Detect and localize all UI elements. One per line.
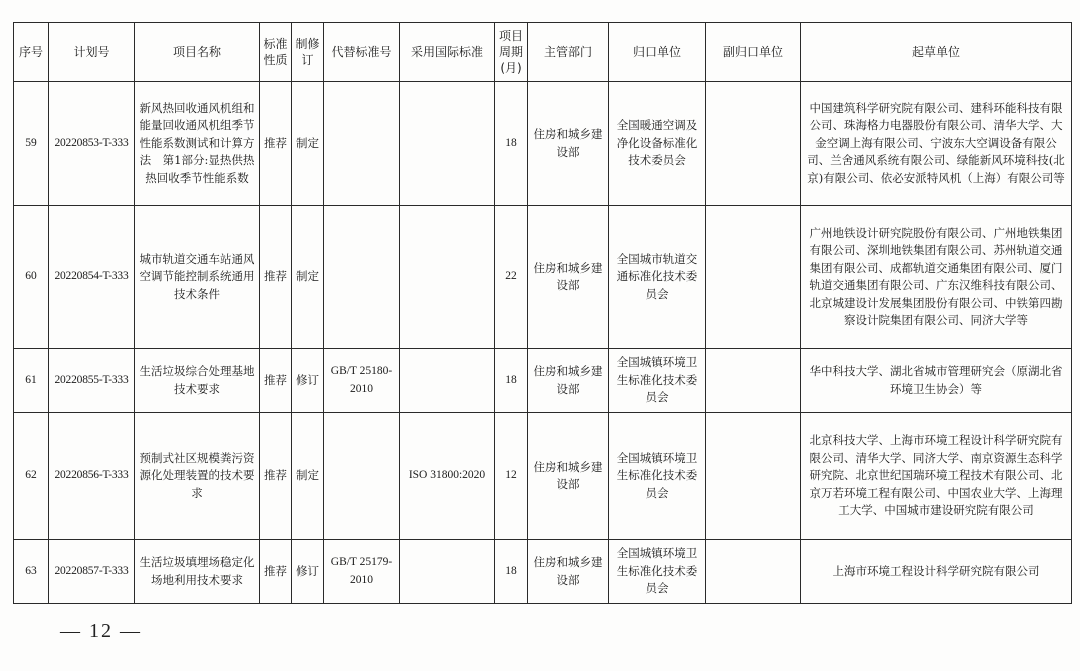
table-header-row <box>14 23 1072 82</box>
cell-replace: GB/T 25179-2010 <box>324 540 400 604</box>
header-type: 制修订 <box>292 23 324 82</box>
cell-intl <box>400 82 495 206</box>
header-plan-no: 计划号 <box>49 23 135 82</box>
cell-unit: 全国暖通空调及净化设备标准化技术委员会 <box>609 82 706 206</box>
standards-plan-table <box>13 22 1072 604</box>
header-intl: 采用国际标准 <box>400 23 495 82</box>
cell-dept: 住房和城乡建设部 <box>528 349 609 413</box>
cell-sub-unit <box>706 540 801 604</box>
cell-drafter: 华中科技大学、湖北省城市管理研究会（原湖北省环境卫生协会）等 <box>801 349 1072 413</box>
header-replace: 代替标准号 <box>324 23 400 82</box>
cell-nature: 推荐 <box>260 349 292 413</box>
cell-sub-unit <box>706 349 801 413</box>
cell-drafter: 上海市环境工程设计科学研究院有限公司 <box>801 540 1072 604</box>
table-row <box>14 206 1072 349</box>
cell-sub-unit <box>706 413 801 540</box>
header-nature: 标准性质 <box>260 23 292 82</box>
cell-type: 制定 <box>292 206 324 349</box>
cell-plan-no: 20220856-T-333 <box>49 413 135 540</box>
cell-name: 生活垃圾综合处理基地技术要求 <box>135 349 260 413</box>
header-unit: 归口单位 <box>609 23 706 82</box>
table-row <box>14 413 1072 540</box>
table-row <box>14 540 1072 604</box>
cell-replace: GB/T 25180-2010 <box>324 349 400 413</box>
cell-period: 22 <box>495 206 528 349</box>
cell-drafter: 广州地铁设计研究院股份有限公司、广州地铁集团有限公司、深圳地铁集团有限公司、苏州轨道交通集团有限公司、成都轨道交通集团有限公司、厦门轨道交通集团有限公司、广东汉维科技有限公司、北京城建设计发展集团股份有限公司、中铁第四勘察设计院集团有限公司、同济大学等 <box>801 206 1072 349</box>
cell-dept: 住房和城乡建设部 <box>528 540 609 604</box>
cell-period: 18 <box>495 82 528 206</box>
cell-drafter: 中国建筑科学研究院有限公司、建科环能科技有限公司、珠海格力电器股份有限公司、清华大学、大金空调上海有限公司、宁波东大空调设备有限公司、兰舍通风系统有限公司、绿能新风环境科技(北京)有限公司、依必安派特风机（上海）有限公司等 <box>801 82 1072 206</box>
header-drafter: 起草单位 <box>801 23 1072 82</box>
table-row <box>14 82 1072 206</box>
cell-intl <box>400 540 495 604</box>
cell-dept: 住房和城乡建设部 <box>528 82 609 206</box>
table-row <box>14 349 1072 413</box>
cell-seq: 59 <box>14 82 49 206</box>
cell-plan-no: 20220855-T-333 <box>49 349 135 413</box>
cell-unit: 全国城镇环境卫生标准化技术委员会 <box>609 413 706 540</box>
cell-dept: 住房和城乡建设部 <box>528 206 609 349</box>
cell-type: 制定 <box>292 82 324 206</box>
cell-seq: 63 <box>14 540 49 604</box>
cell-sub-unit <box>706 206 801 349</box>
cell-period: 18 <box>495 349 528 413</box>
cell-seq: 61 <box>14 349 49 413</box>
cell-period: 18 <box>495 540 528 604</box>
header-name: 项目名称 <box>135 23 260 82</box>
cell-nature: 推荐 <box>260 540 292 604</box>
cell-type: 修订 <box>292 540 324 604</box>
cell-replace <box>324 413 400 540</box>
cell-intl <box>400 206 495 349</box>
cell-nature: 推荐 <box>260 206 292 349</box>
cell-drafter: 北京科技大学、上海市环境工程设计科学研究院有限公司、清华大学、同济大学、南京资源生态科学研究院、北京世纪国瑞环境工程技术有限公司、北京万若环境工程有限公司、中国农业大学、上海理工大学、中国城市建设研究院有限公司 <box>801 413 1072 540</box>
cell-nature: 推荐 <box>260 82 292 206</box>
cell-sub-unit <box>706 82 801 206</box>
cell-type: 修订 <box>292 349 324 413</box>
cell-plan-no: 20220854-T-333 <box>49 206 135 349</box>
cell-nature: 推荐 <box>260 413 292 540</box>
cell-type: 制定 <box>292 413 324 540</box>
cell-period: 12 <box>495 413 528 540</box>
cell-plan-no: 20220857-T-333 <box>49 540 135 604</box>
header-dept: 主管部门 <box>528 23 609 82</box>
header-sub-unit: 副归口单位 <box>706 23 801 82</box>
cell-dept: 住房和城乡建设部 <box>528 413 609 540</box>
cell-name: 城市轨道交通车站通风空调节能控制系统通用技术条件 <box>135 206 260 349</box>
cell-plan-no: 20220853-T-333 <box>49 82 135 206</box>
cell-name: 新风热回收通风机组和能量回收通风机组季节性能系数测试和计算方法 第1部分:显热供热热回收季节性能系数 <box>135 82 260 206</box>
cell-replace <box>324 82 400 206</box>
cell-seq: 60 <box>14 206 49 349</box>
cell-name: 生活垃圾填埋场稳定化场地利用技术要求 <box>135 540 260 604</box>
cell-seq: 62 <box>14 413 49 540</box>
cell-unit: 全国城镇环境卫生标准化技术委员会 <box>609 349 706 413</box>
cell-replace <box>324 206 400 349</box>
page-number: — 12 — <box>60 620 142 642</box>
cell-unit: 全国城镇环境卫生标准化技术委员会 <box>609 540 706 604</box>
cell-unit: 全国城市轨道交通标准化技术委员会 <box>609 206 706 349</box>
cell-intl: ISO 31800:2020 <box>400 413 495 540</box>
header-seq: 序号 <box>14 23 49 82</box>
cell-name: 预制式社区规模粪污资源化处理装置的技术要求 <box>135 413 260 540</box>
header-period: 项目周期(月) <box>495 23 528 82</box>
cell-intl <box>400 349 495 413</box>
